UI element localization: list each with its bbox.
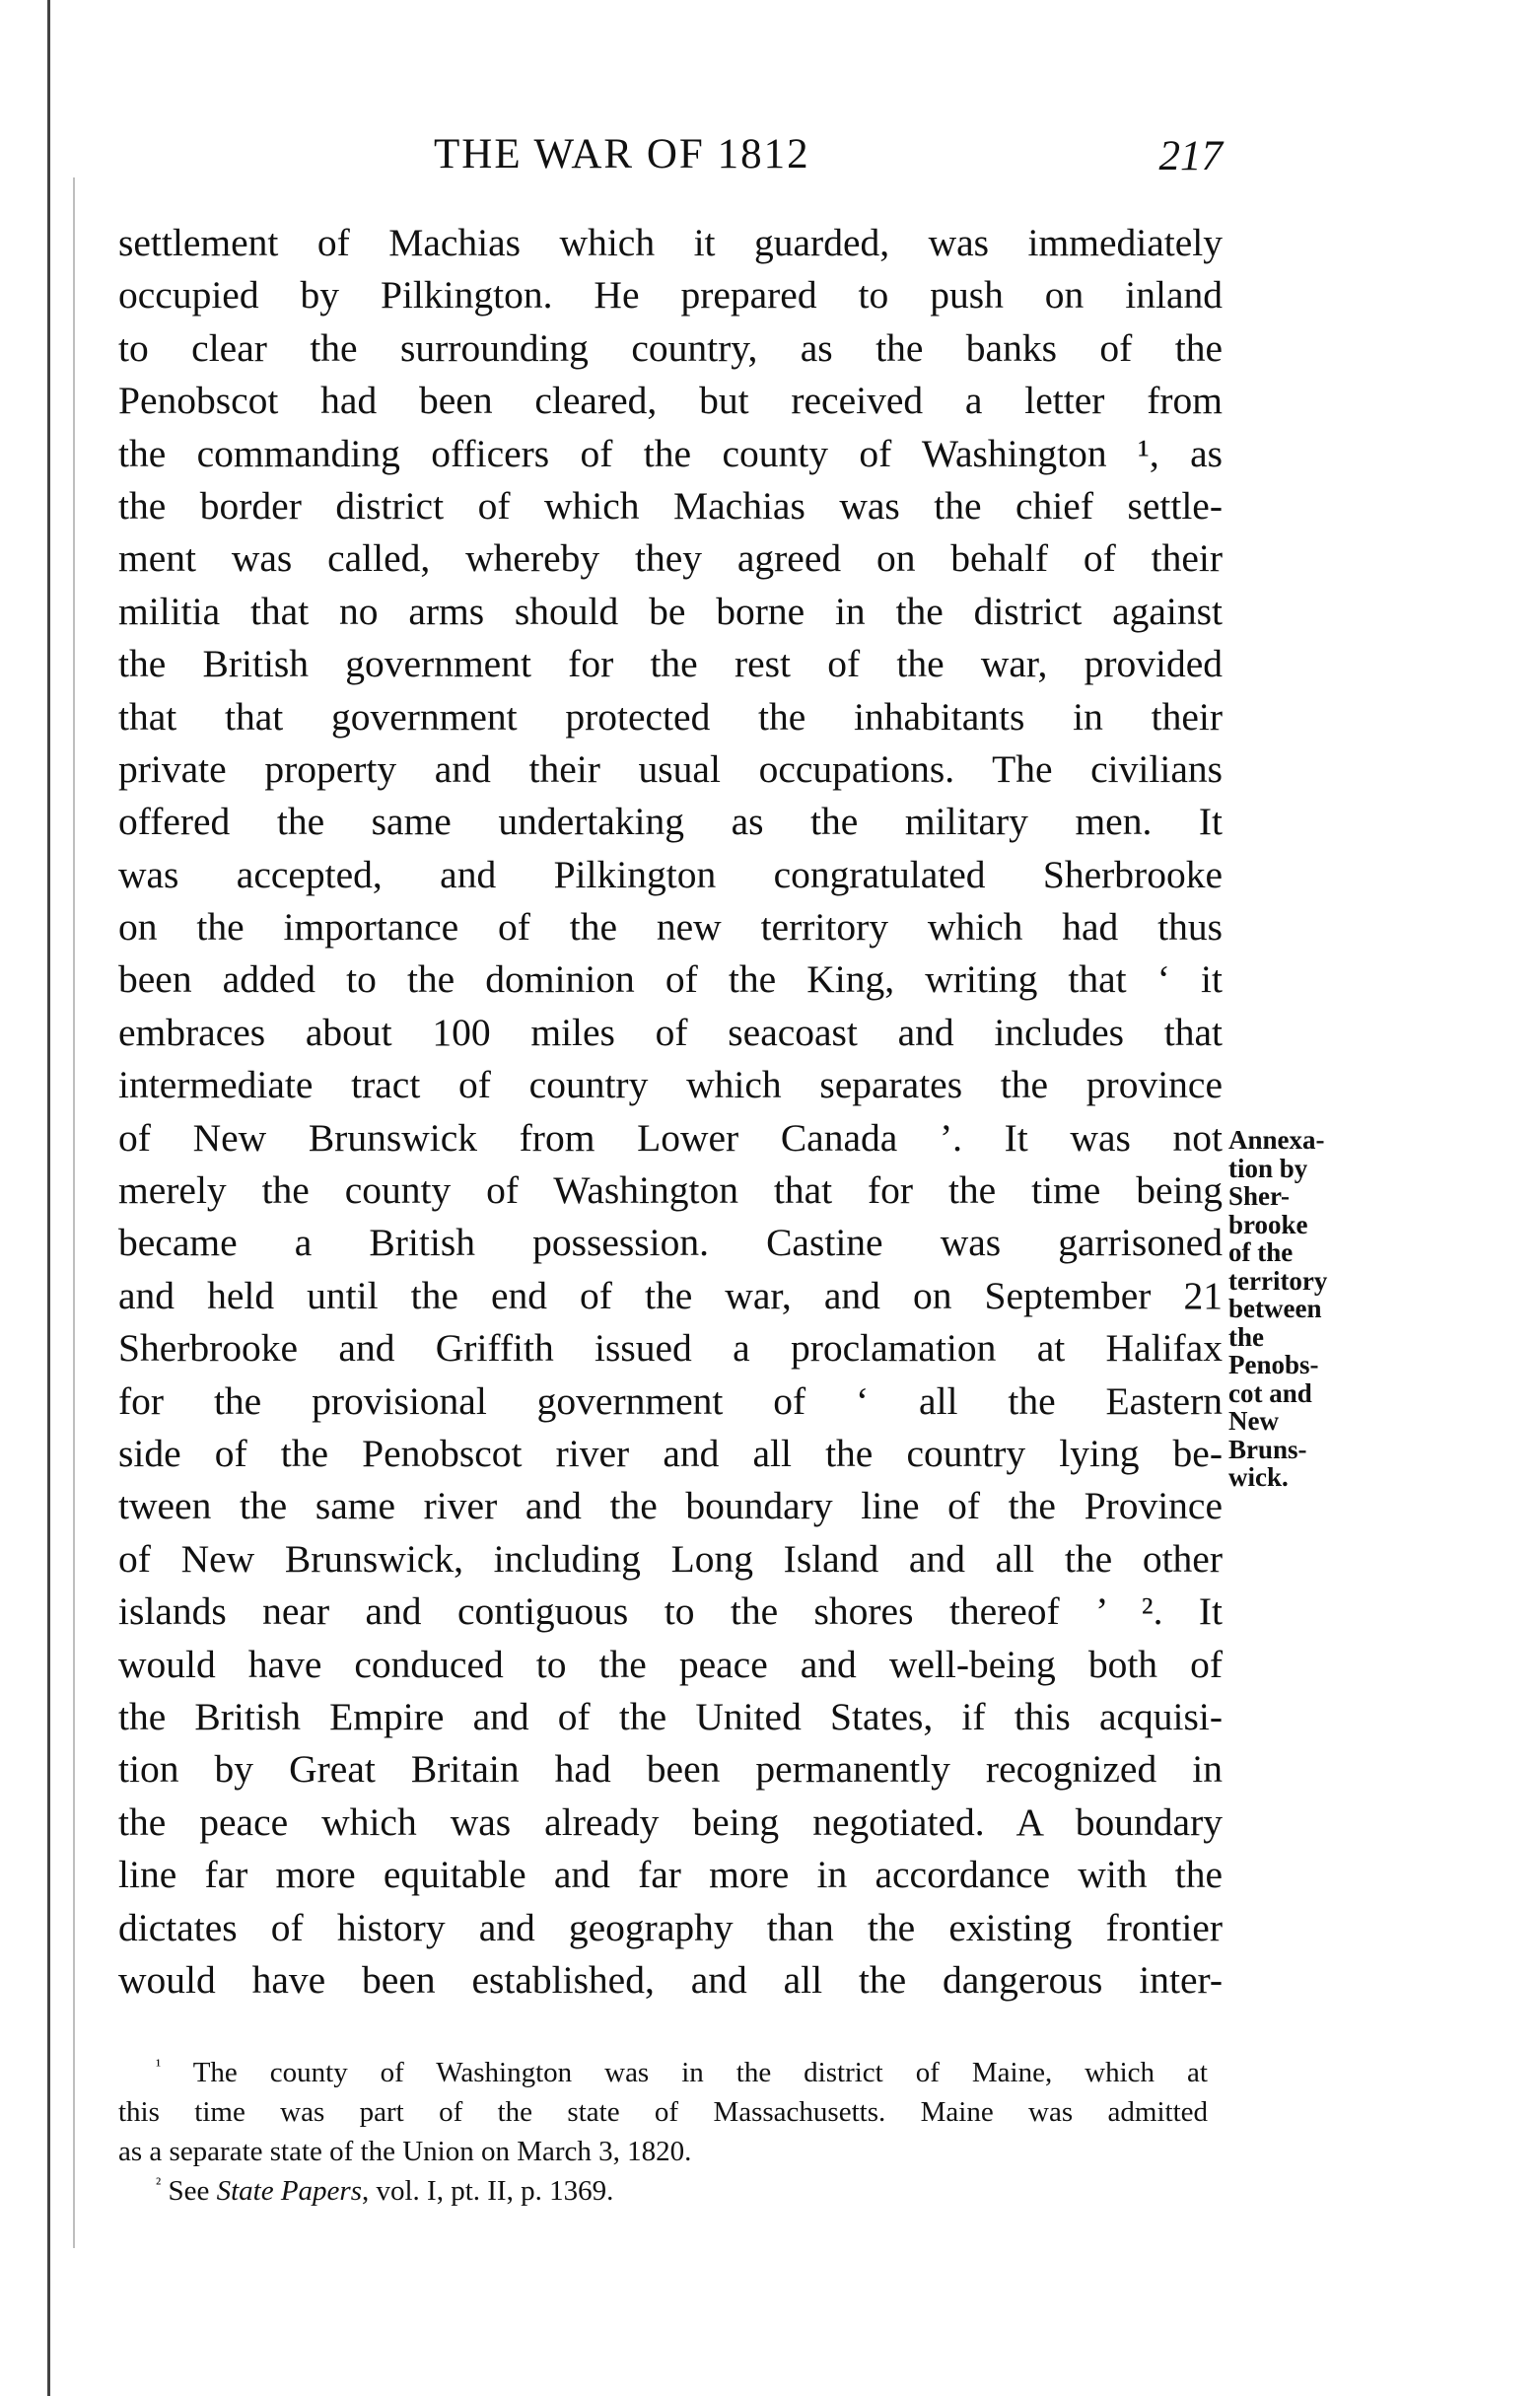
text-line: tion by Great Britain had been permanently recognized in: [118, 1747, 1223, 1792]
text-line: the peace which was already being negotiated. A boundary: [118, 1799, 1223, 1844]
sidenote-line: territory: [1228, 1265, 1328, 1296]
sidenote-line: wick.: [1228, 1462, 1289, 1492]
footnote-2-marker: ²: [156, 2173, 162, 2194]
page-number: 217: [1158, 133, 1223, 179]
text-line: occupied by Pilkington. He prepared to push on inland: [118, 273, 1223, 317]
text-line: would have conduced to the peace and well-being both of: [118, 1642, 1223, 1686]
body-text: [118, 217, 1223, 2007]
sidenote-line: between: [1228, 1294, 1322, 1323]
text-line: the British Empire and of the United States, if this acquisi-: [118, 1694, 1223, 1738]
text-line: line far more equitable and far more in accordance with the: [118, 1853, 1223, 1897]
text-line: the commanding officers of the county of Washington ¹, as: [118, 431, 1223, 475]
text-line: ment was called, whereby they agreed on behalf of their: [118, 536, 1223, 581]
text-line: tween the same river and the boundary line of the Province: [118, 1484, 1223, 1528]
text-line: settlement of Machias which it guarded, was immediately: [118, 221, 1223, 264]
text-line: the British government for the rest of the war, provided: [118, 642, 1223, 686]
sidenote-line: New: [1228, 1406, 1279, 1436]
sidenote-line: tion by: [1228, 1153, 1308, 1183]
text-line: offered the same undertaking as the military men. It: [118, 800, 1223, 844]
footnote-2: [118, 2171, 1208, 2211]
text-line: was accepted, and Pilkington congratulated Sherbrooke: [118, 852, 1223, 896]
footnote-1-line-3: as a separate state of the Union on March 3, 1820.: [118, 2136, 692, 2167]
text-line: been added to the dominion of the King, writing that ‘ it: [118, 957, 1223, 1002]
sidenote-line: Penobs-: [1228, 1350, 1319, 1379]
text-line: that that government protected the inhabitants in their: [118, 694, 1223, 739]
footnote-1-marker: ¹: [156, 2055, 162, 2076]
text-line: Sherbrooke and Griffith issued a proclamation at Halifax: [118, 1326, 1223, 1371]
sidenote-line: brooke: [1228, 1209, 1308, 1239]
footnotes: [118, 2053, 1208, 2211]
footnote-1-text-1: The county of Washington was in the district of Maine, which at: [192, 2057, 1208, 2088]
text-line: would have been established, and all the dangerous inter-: [118, 1957, 1223, 2002]
text-line: intermediate tract of country which separates the province: [118, 1063, 1223, 1107]
sidenote-line: cot and: [1228, 1377, 1312, 1408]
scan-shadow-edge: [73, 177, 75, 2248]
sidenote-line: the: [1228, 1321, 1264, 1352]
text-line: Penobscot had been cleared, but received a letter from: [118, 379, 1223, 423]
text-line: side of the Penobscot river and all the country lying be-: [118, 1431, 1223, 1475]
text-line: for the provisional government of ‘ all the Eastern: [118, 1378, 1223, 1423]
text-line: of New Brunswick from Lower Canada ’. It was not: [118, 1115, 1223, 1160]
sidenote-line: Bruns-: [1228, 1434, 1307, 1464]
text-line: embraces about 100 miles of seacoast and includes that: [118, 1010, 1223, 1054]
running-title: THE WAR OF 1812: [434, 131, 810, 177]
scan-binding-edge: [47, 0, 50, 2396]
text-line: merely the county of Washington that for the time being: [118, 1168, 1223, 1213]
text-line: private property and their usual occupations. The civilians: [118, 746, 1223, 791]
sidenote-line: of the: [1228, 1237, 1294, 1267]
footnote-2-prefix: See: [168, 2175, 210, 2207]
running-head: [118, 130, 1223, 189]
sidenote-line: Annexa-: [1228, 1125, 1325, 1155]
text-line: the border district of which Machias was the chief settle-: [118, 483, 1223, 528]
text-line: of New Brunswick, including Long Island and all the other: [118, 1536, 1223, 1581]
sidenote-line: Sher-: [1228, 1181, 1290, 1211]
footnote-1-line-2: this time was part of the state of Massachusetts. Maine was admitted: [118, 2096, 1208, 2128]
marginal-sidenote: [1228, 1126, 1376, 1492]
footnote-2-title: State Papers: [216, 2175, 362, 2207]
text-line: and held until the end of the war, and on September 21: [118, 1273, 1223, 1317]
text-line: islands near and contiguous to the shores thereof ’ ². It: [118, 1589, 1223, 1634]
text-line: became a British possession. Castine was garrisoned: [118, 1221, 1223, 1265]
text-line: on the importance of the new territory which had thus: [118, 905, 1223, 950]
text-line: dictates of history and geography than the existing frontier: [118, 1905, 1223, 1949]
footnote-2-suffix: , vol. I, pt. II, p. 1369.: [362, 2175, 614, 2207]
text-line: to clear the surrounding country, as the banks of the: [118, 325, 1223, 370]
text-line: militia that no arms should be borne in the district against: [118, 589, 1223, 633]
footnote-1-line-1: [118, 2053, 1208, 2092]
